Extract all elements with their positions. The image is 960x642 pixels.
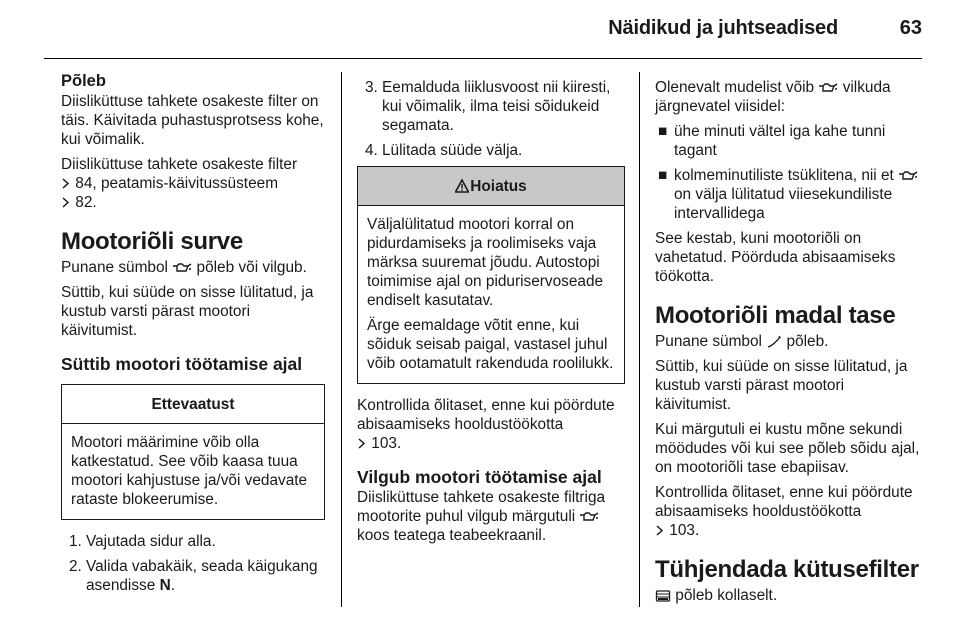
bullet-list (655, 122, 923, 223)
list-item: 2. Valida vabakäik, seada käigukang asendisse N. (69, 558, 318, 594)
page-reference-link[interactable]: 103. (371, 435, 402, 452)
ref-arrow-icon (61, 178, 71, 189)
page-reference-link[interactable]: 84, peatamis-käivitussüsteem (75, 175, 279, 192)
warning-text: Ärge eemaldage võtit enne, kui sõiduk seisab paigal, vastasel juhul võib ootamatult rakenduda roolilukk. (367, 317, 614, 372)
header-rule (44, 58, 922, 59)
column-divider (639, 72, 640, 607)
caution-box (61, 384, 325, 520)
section-heading-fuel-filter: Tühjendada kütusefilter (655, 556, 919, 583)
steps-list (61, 532, 325, 595)
oil-can-icon (898, 170, 918, 182)
paragraph: Diisliküttuse tahkete osakeste filter 84, peatamis-käivitussüsteem 82. (61, 156, 298, 211)
paragraph: Kontrollida õlitaset, enne kui pöördute abisaamiseks hooldustöökotta 103. (655, 484, 913, 539)
paragraph: Kui märgutuli ei kustu mõne sekundi möödudes või kui see põleb sõidu ajal, on mootoriõli tase ebapiisav. (655, 421, 920, 476)
ref-arrow-icon (61, 197, 71, 208)
paragraph: põleb kollaselt. (655, 586, 923, 605)
column-middle (357, 72, 625, 551)
page-header (0, 0, 960, 55)
oil-level-icon (766, 335, 782, 349)
caution-title: Ettevaatust (62, 385, 324, 424)
page-number: 63 (899, 17, 922, 39)
list-item: ■ ühe minuti vältel iga kahe tunni tagant (658, 123, 886, 159)
column-divider (341, 72, 342, 607)
list-item: 1. Vajutada sidur alla. (69, 533, 216, 550)
ref-arrow-icon (655, 525, 665, 536)
oil-can-icon (579, 511, 599, 523)
paragraph: Süttib, kui süüde on sisse lülitatud, ja kustub varsti pärast mootori käivitumist. (61, 284, 314, 339)
section-heading-oil-pressure: Mootoriõli surve (61, 228, 243, 255)
page-title: Näidikud ja juhtseadised (608, 17, 838, 39)
paragraph: Punane sümbol põleb. (655, 333, 829, 350)
paragraph: Olenevalt mudelist võib vilkuda järgnevatel viisidel: (655, 79, 891, 115)
page-reference-link[interactable]: 82. (75, 194, 97, 211)
section-heading-oil-low: Mootoriõli madal tase (655, 302, 896, 329)
section-heading-running: Süttib mootori töötamise ajal (61, 354, 303, 374)
list-item: 3. Eemalduda liiklusvoost nii kiiresti, kui võimalik, ilma teisi sõidukeid segamata. (365, 79, 611, 134)
paragraph: Diisliküttuse tahkete osakeste filter on täis. Käivitada puhastusprotsess kohe, kui võimalik. (61, 93, 324, 148)
paragraph: Kontrollida õlitaset, enne kui pöördute abisaamiseks hooldustöökotta 103. (357, 397, 615, 452)
paragraph: Punane sümbol põleb või vilgub. (61, 259, 307, 276)
paragraph: Diisliküttuse tahkete osakeste filtriga mootorite puhul vilgub märgutuli koos teatega teabeekraanil. (357, 489, 606, 544)
section-heading-poleb: Põleb (61, 72, 106, 90)
paragraph: See kestab, kuni mootoriõli on vahetatud. Pöörduda abisaamiseks töökotta. (655, 230, 896, 285)
warning-title-bar: Hoiatus (358, 167, 624, 206)
list-item: ■ kolmeminutiliste tsüklitena, nii et on välja lülitatud viiesekundiliste intervallidega (655, 166, 923, 223)
list-item: 4. Lülitada süüde välja. (365, 142, 523, 159)
column-left (61, 72, 325, 601)
column-right (655, 72, 923, 611)
fuel-filter-icon (655, 589, 671, 603)
warning-box (357, 166, 625, 384)
warning-text: Väljalülitatud mootori korral on pidurdamiseks ja roolimiseks vaja märksa suuremat jõudu. Autostopi toimimise ajal on piduriservoseade endiselt kasutatav. (367, 216, 604, 309)
caution-text: Mootori määrimine võib olla katkestatud. See võib kaasa tuua mootori kahjustuse ja/või vedavate rataste blokeerumise. (71, 434, 308, 508)
page-reference-link[interactable]: 103. (669, 522, 700, 539)
oil-can-icon (818, 82, 838, 94)
paragraph: Süttib, kui süüde on sisse lülitatud, ja kustub varsti pärast mootori käivitumist. (655, 358, 908, 413)
warning-triangle-icon (455, 179, 469, 193)
steps-list (357, 78, 625, 160)
ref-arrow-icon (357, 438, 367, 449)
section-heading-flash: Vilgub mootori töötamise ajal (357, 467, 602, 487)
oil-can-icon (172, 262, 192, 274)
